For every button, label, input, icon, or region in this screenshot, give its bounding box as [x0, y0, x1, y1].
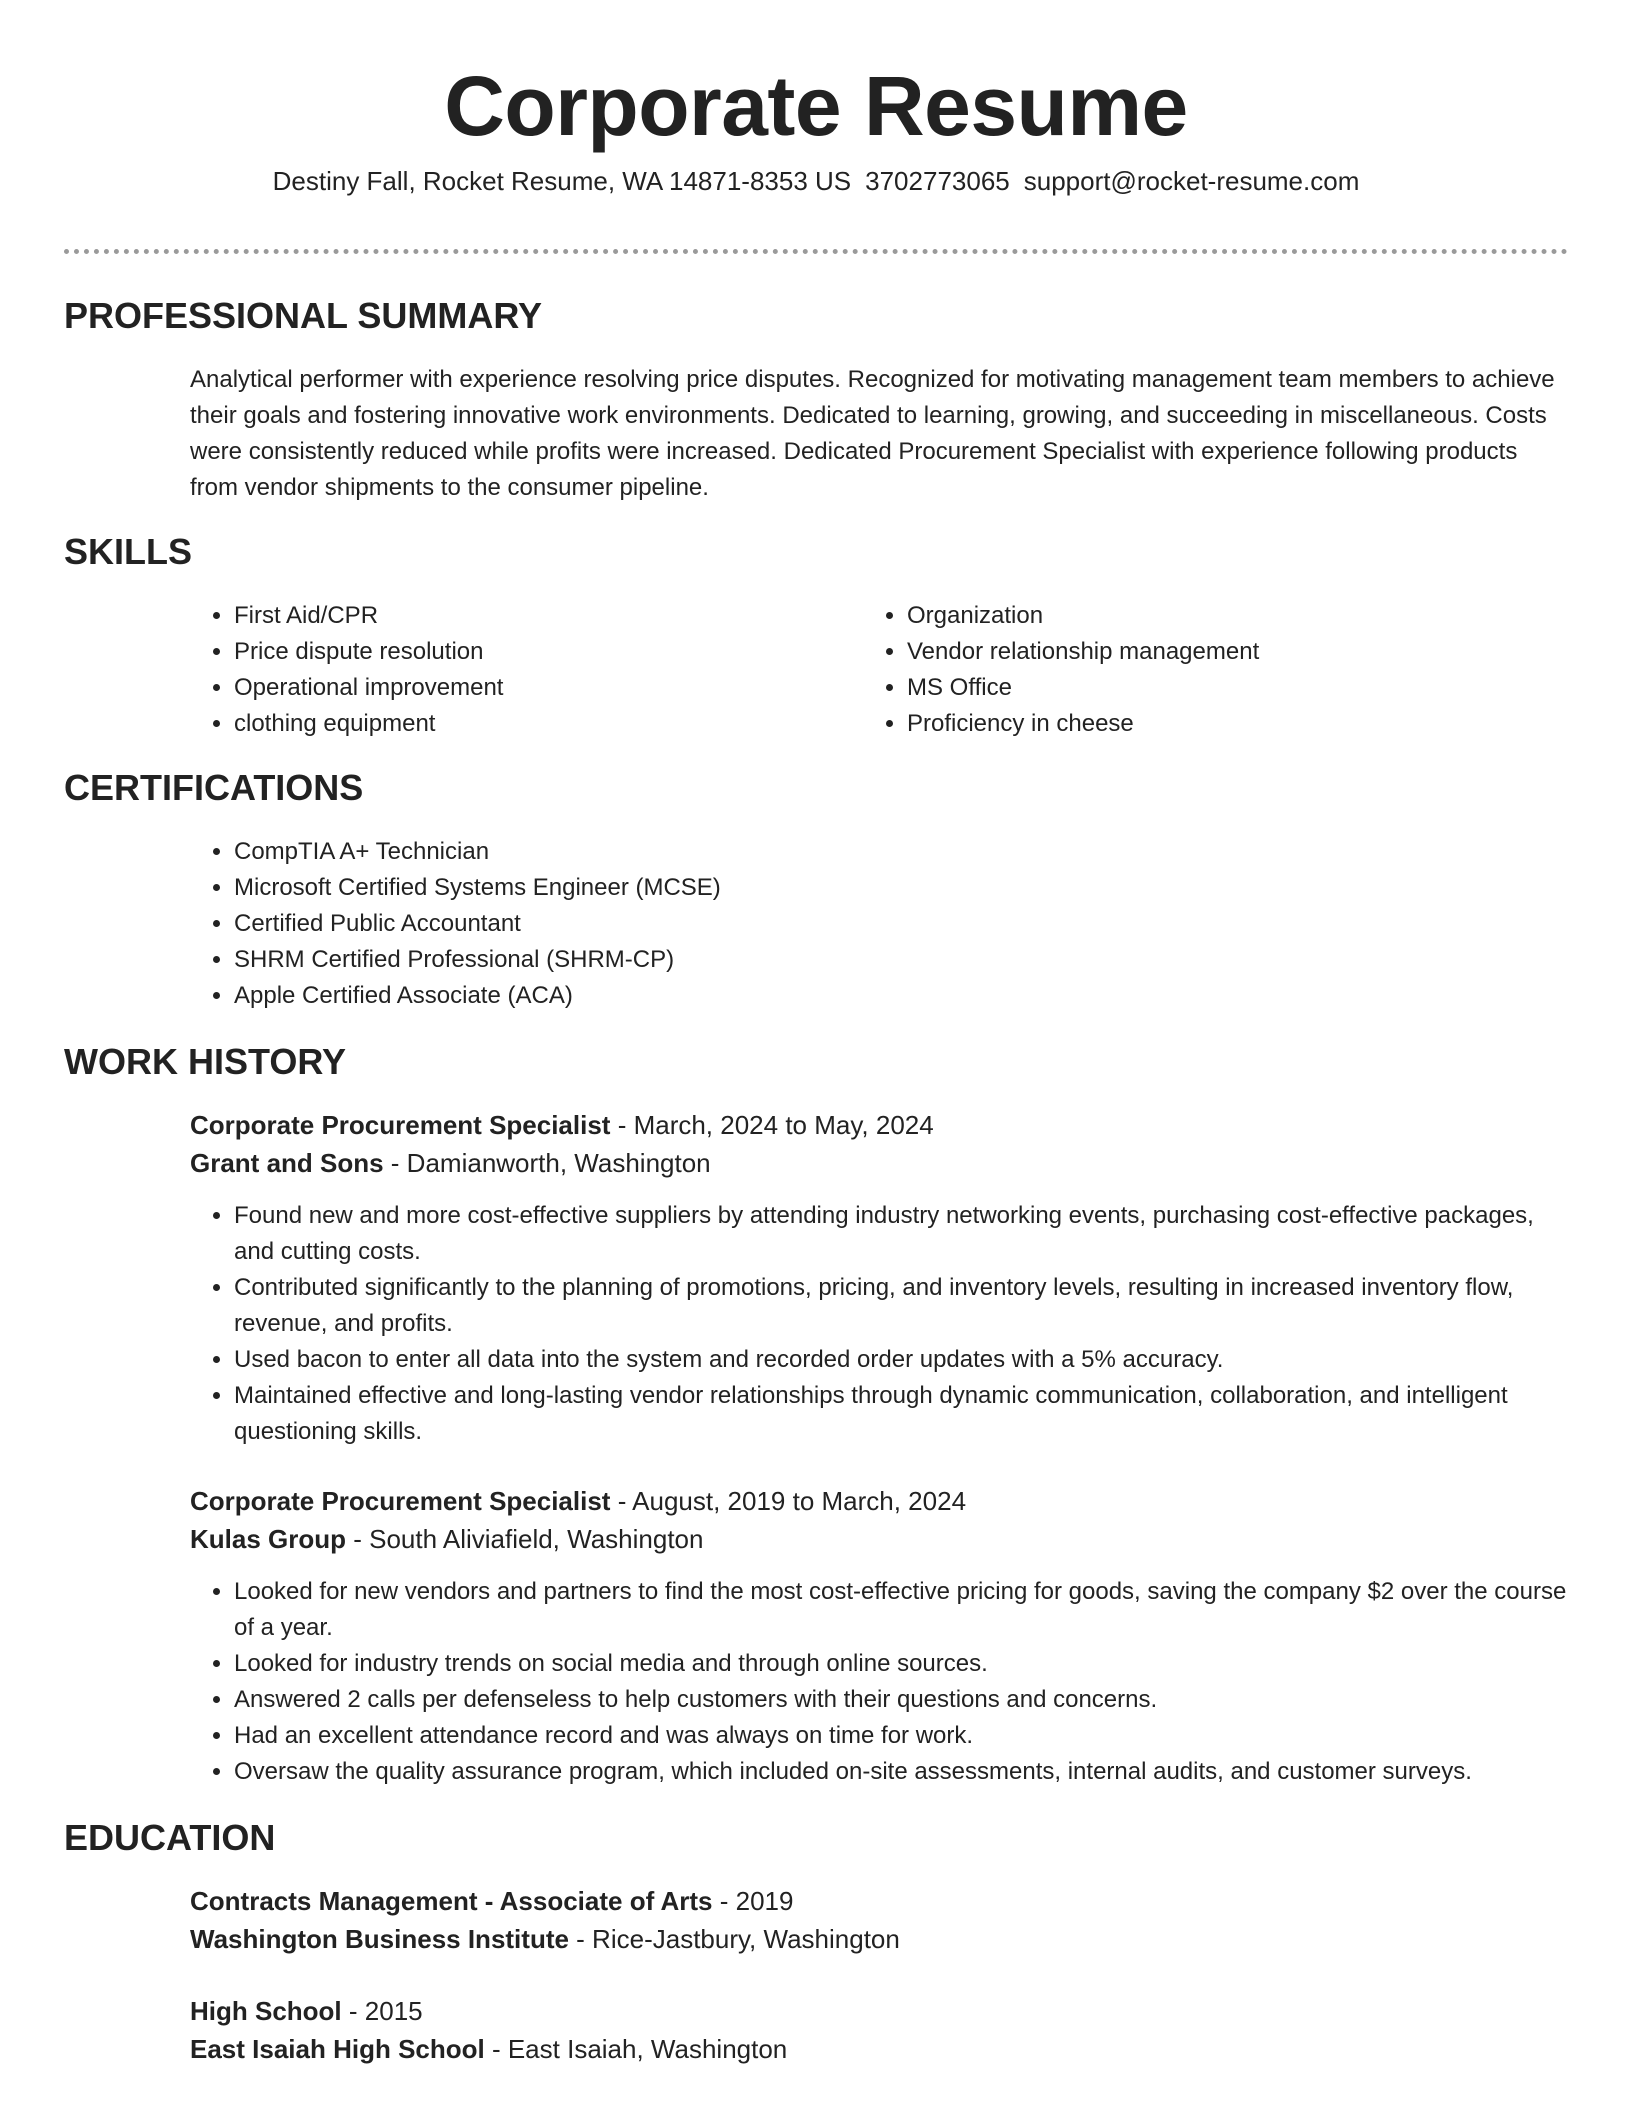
job-bullet: • Looked for new vendors and partners to find the most cost-effective pricing for goods, saving the company $2 over the course of a year. [234, 1574, 1568, 1646]
job-bullet: • Looked for industry trends on social media and through online sources. [234, 1646, 1568, 1682]
education-school-line [190, 2030, 1568, 2068]
job-bullet: • Used bacon to enter all data into the system and recorded order updates with a 5% accuracy. [234, 1342, 1568, 1378]
skills-left-column [190, 598, 810, 742]
job-bullet: • Found new and more cost-effective suppliers by attending industry networking events, purchasing cost-effective packages, and cutting costs. [234, 1198, 1568, 1270]
certification-item: • Apple Certified Associate (ACA) [234, 978, 1568, 1014]
header-divider [64, 249, 1568, 254]
education-location: - East Isaiah, Washington [484, 2034, 788, 2064]
job-dates: - March, 2024 to May, 2024 [610, 1110, 934, 1140]
job-title-line [190, 1106, 1568, 1144]
job-dates: - August, 2019 to March, 2024 [610, 1486, 967, 1516]
certification-item: • Certified Public Accountant [234, 906, 1568, 942]
contact-address: Destiny Fall, Rocket Resume, WA 14871-8353 US [272, 166, 852, 196]
skills-right-column [863, 598, 1503, 742]
job-title-line [190, 1482, 1568, 1520]
job-bullet: • Answered 2 calls per defenseless to help customers with their questions and concerns. [234, 1682, 1568, 1718]
job-entry [190, 1106, 1568, 1450]
job-company: Kulas Group [190, 1524, 347, 1554]
skill-item: • Operational improvement [234, 670, 810, 706]
skill-item: • MS Office [907, 670, 1503, 706]
job-bullet: • Maintained effective and long-lasting vendor relationships through dynamic communication, collaboration, and intelligent questioning skills. [234, 1378, 1568, 1450]
job-location: - Damianworth, Washington [383, 1148, 711, 1178]
skills-heading: SKILLS [64, 531, 193, 572]
skill-item: • Price dispute resolution [234, 634, 810, 670]
certification-item: • CompTIA A+ Technician [234, 834, 1568, 870]
education-school-line [190, 1920, 1568, 1958]
work-history-heading: WORK HISTORY [64, 1041, 347, 1082]
skill-item: • Vendor relationship management [907, 634, 1503, 670]
job-entry [190, 1482, 1568, 1790]
education-degree: Contracts Management - Associate of Arts [190, 1886, 713, 1916]
certification-item: • SHRM Certified Professional (SHRM-CP) [234, 942, 1568, 978]
job-bullet: • Had an excellent attendance record and was always on time for work. [234, 1718, 1568, 1754]
education-degree-line [190, 1882, 1568, 1920]
job-title: Corporate Procurement Specialist [190, 1486, 611, 1516]
contact-phone: 3702773065 [865, 166, 1010, 196]
education-year: - 2019 [712, 1886, 794, 1916]
job-company-line [190, 1520, 1568, 1558]
skill-item: • Organization [907, 598, 1503, 634]
job-location: - South Aliviafield, Washington [346, 1524, 704, 1554]
summary-heading: PROFESSIONAL SUMMARY [64, 295, 543, 336]
contact-email: support@rocket-resume.com [1023, 166, 1360, 196]
certifications-list [190, 834, 1568, 1014]
education-location: - Rice-Jastbury, Washington [568, 1924, 900, 1954]
education-entry [190, 1992, 1568, 2068]
education-entry [190, 1882, 1568, 1958]
job-title: Corporate Procurement Specialist [190, 1110, 611, 1140]
education-year: - 2015 [341, 1996, 423, 2026]
education-school: East Isaiah High School [190, 2034, 485, 2064]
job-bullets [190, 1198, 1568, 1450]
job-bullet: • Contributed significantly to the planning of promotions, pricing, and inventory levels, resulting in increased inventory flow, revenue, and profits. [234, 1270, 1568, 1342]
job-bullet: • Oversaw the quality assurance program, which included on-site assessments, internal audits, and customer surveys. [234, 1754, 1568, 1790]
certifications-heading: CERTIFICATIONS [64, 767, 364, 808]
skill-item: • First Aid/CPR [234, 598, 810, 634]
education-heading: EDUCATION [64, 1817, 276, 1858]
skill-item: • clothing equipment [234, 706, 810, 742]
summary-text: Analytical performer with experience resolving price disputes. Recognized for motivating management team members to achieve their goals and fostering innovative work environments. Dedicated to learning, growing, and succeeding in miscellaneous. Costs were consistently reduced while profits were increased. Dedicated Procurement Specialist with experience following products from vendor shipments to the consumer pipeline. [190, 366, 1555, 501]
skill-item: • Proficiency in cheese [907, 706, 1503, 742]
job-bullets [190, 1574, 1568, 1790]
education-degree: High School [190, 1996, 342, 2026]
resume-title: Corporate Resume [444, 59, 1188, 153]
summary-section [190, 362, 1568, 506]
contact-line [0, 164, 1632, 198]
job-company-line [190, 1144, 1568, 1182]
certification-item: • Microsoft Certified Systems Engineer (MCSE) [234, 870, 1568, 906]
education-degree-line [190, 1992, 1568, 2030]
education-school: Washington Business Institute [190, 1924, 569, 1954]
job-company: Grant and Sons [190, 1148, 384, 1178]
